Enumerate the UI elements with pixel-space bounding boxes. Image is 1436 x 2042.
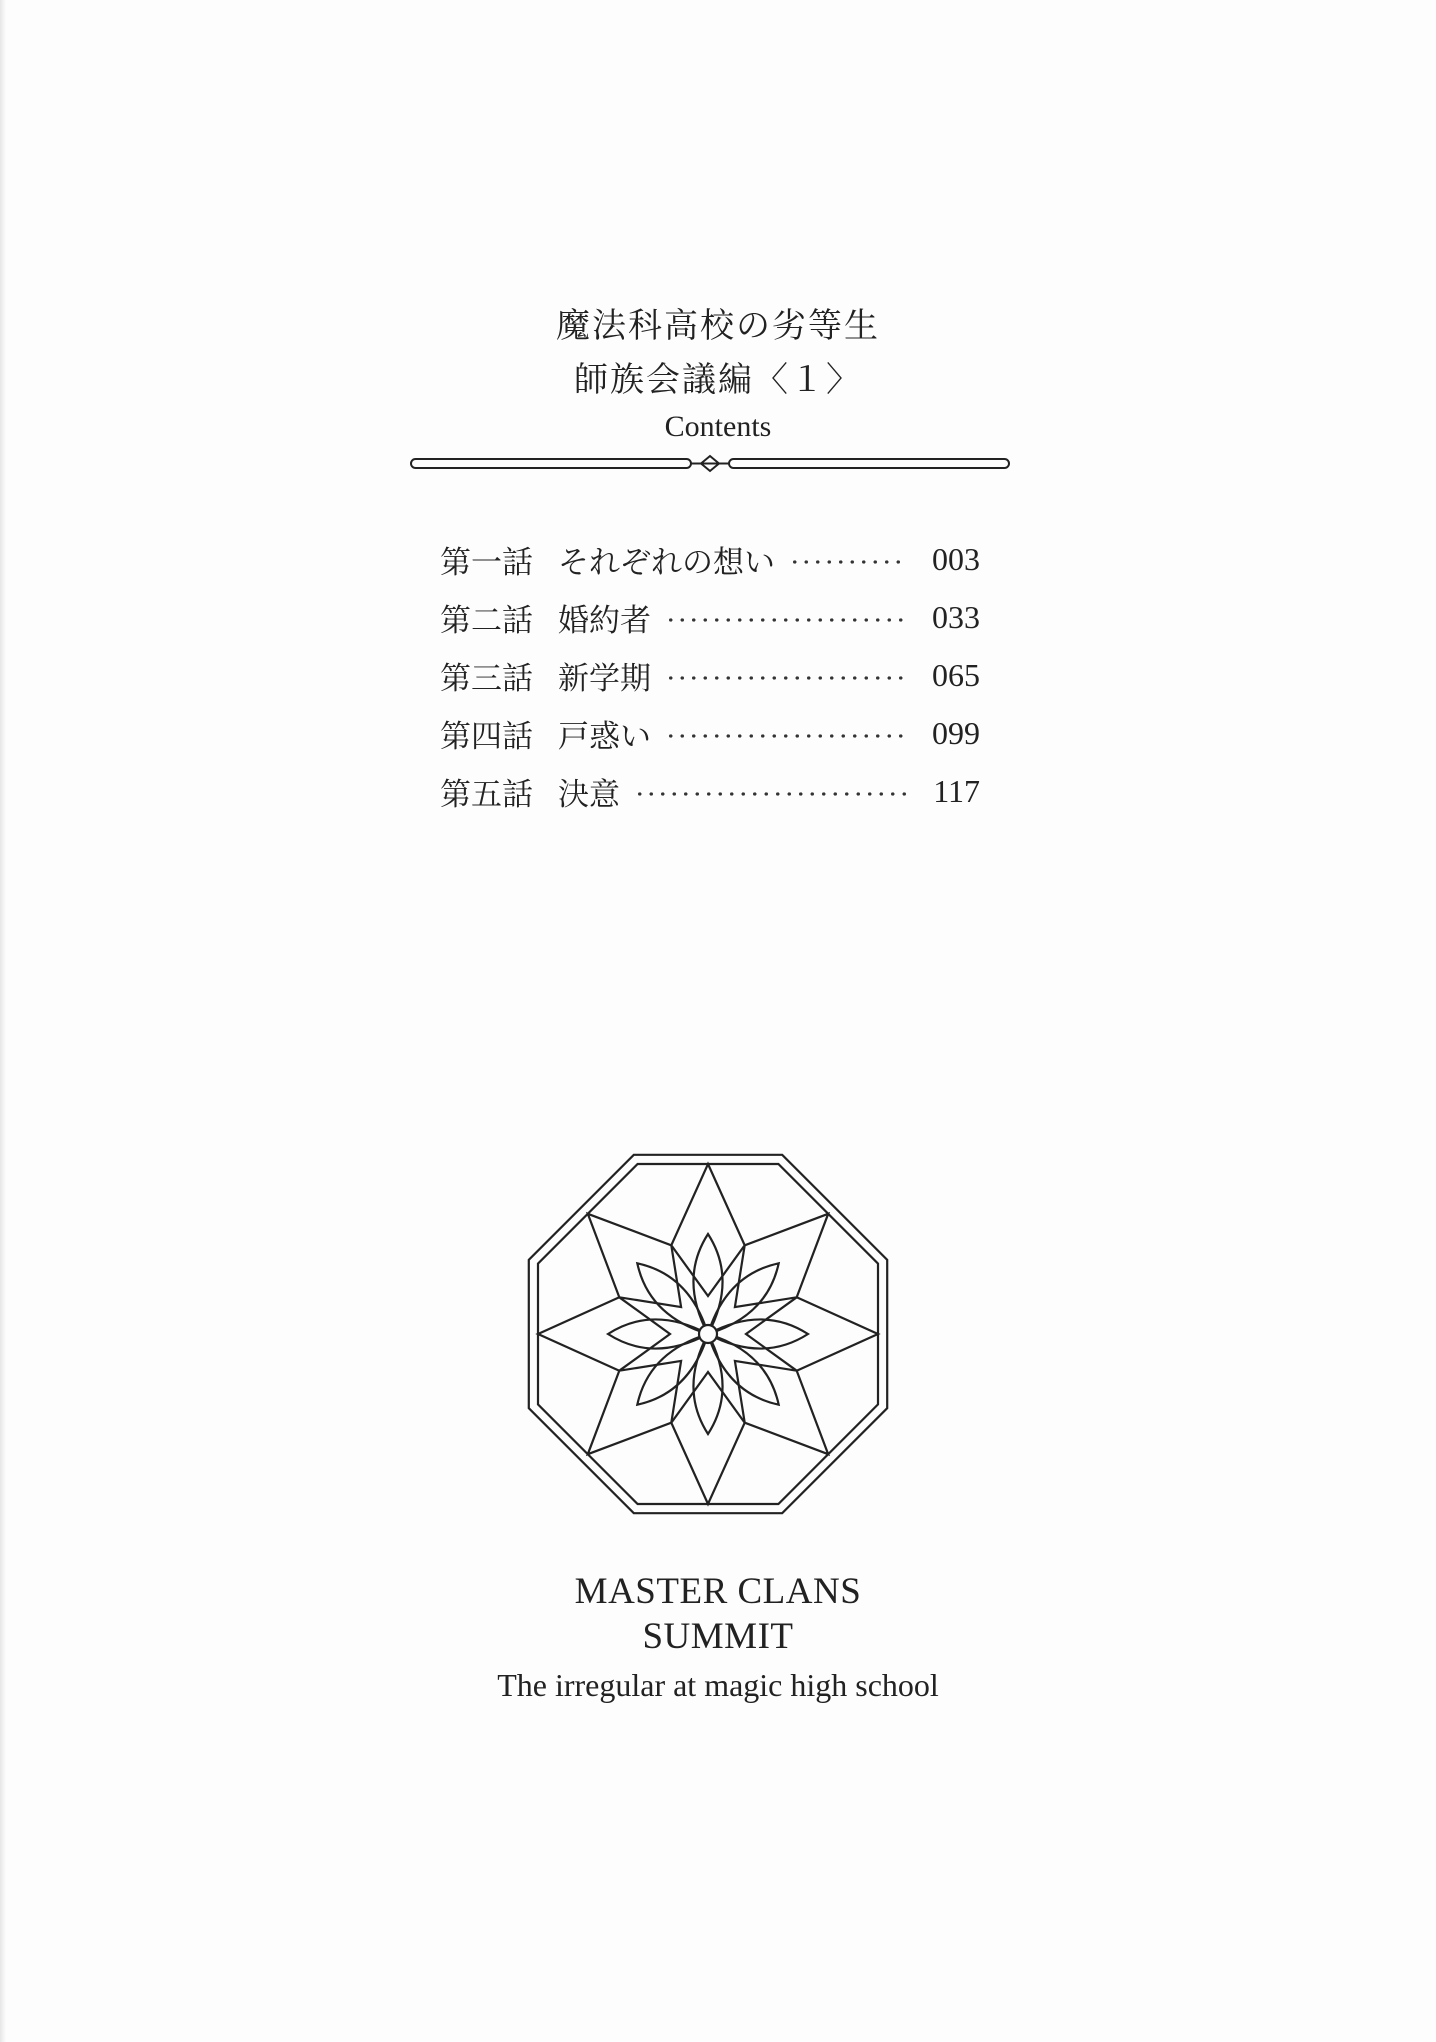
- emblem-petal: [693, 1234, 722, 1334]
- toc-chapter-title: 婚約者: [558, 602, 651, 639]
- toc-entry[interactable]: [440, 646, 980, 704]
- toc-page-number: 117: [933, 772, 980, 809]
- toc-page-number: 033: [932, 598, 980, 635]
- toc-chapter-number: 第二話: [440, 602, 533, 639]
- emblem-petal: [608, 1319, 708, 1348]
- emblem-petal: [708, 1263, 779, 1334]
- toc-entry[interactable]: [440, 530, 980, 588]
- emblem-star-point: [735, 1361, 828, 1454]
- toc-page-number: 003: [932, 540, 980, 577]
- toc-page-number: 099: [932, 714, 980, 751]
- emblem-star-point: [671, 1372, 744, 1504]
- toc-entry[interactable]: [440, 704, 980, 762]
- toc-dot-leader: [665, 618, 906, 622]
- english-title-line2: SUMMIT: [642, 1616, 794, 1657]
- toc-dot-leader: [665, 676, 906, 680]
- emblem-petal: [708, 1319, 808, 1348]
- ornamental-divider-icon: [408, 452, 1012, 476]
- toc-chapter-number: 第五話: [440, 776, 533, 813]
- emblem-star-point: [671, 1164, 744, 1296]
- toc-dot-leader: [634, 792, 906, 796]
- emblem-petal: [637, 1263, 708, 1334]
- emblem-petal: [693, 1334, 722, 1434]
- english-subtitle: The irregular at magic high school: [497, 1667, 939, 1703]
- toc-chapter-title: それぞれの想い: [558, 544, 775, 581]
- toc-dot-leader: [665, 734, 906, 738]
- toc-page-number: 065: [932, 656, 980, 693]
- english-title-line1: MASTER CLANS: [574, 1571, 862, 1612]
- toc-entry[interactable]: [440, 762, 980, 820]
- emblem-star-point: [588, 1214, 681, 1307]
- emblem-petal: [637, 1334, 708, 1405]
- toc-chapter-title: 決意: [558, 776, 620, 813]
- toc-chapter-title: 新学期: [558, 660, 651, 697]
- emblem-star-point: [735, 1214, 828, 1307]
- toc-chapter-number: 第四話: [440, 718, 533, 755]
- series-title: 魔法科高校の劣等生: [556, 306, 880, 346]
- contents-heading: Contents: [664, 410, 772, 443]
- emblem-petal: [708, 1334, 779, 1405]
- emblem-center: [699, 1325, 717, 1343]
- arc-title: 師族会議編〈１〉: [574, 360, 862, 400]
- toc-chapter-title: 戸惑い: [558, 718, 651, 755]
- toc-entry[interactable]: [440, 588, 980, 646]
- toc-dot-leader: [789, 560, 906, 564]
- emblem-star-point: [588, 1361, 681, 1454]
- emblem-star-point: [746, 1297, 878, 1370]
- octagonal-star-emblem-icon: [512, 1138, 904, 1530]
- emblem-star-point: [538, 1297, 670, 1370]
- table-of-contents: [440, 530, 980, 820]
- toc-chapter-number: 第三話: [440, 660, 533, 697]
- toc-chapter-number: 第一話: [440, 544, 533, 581]
